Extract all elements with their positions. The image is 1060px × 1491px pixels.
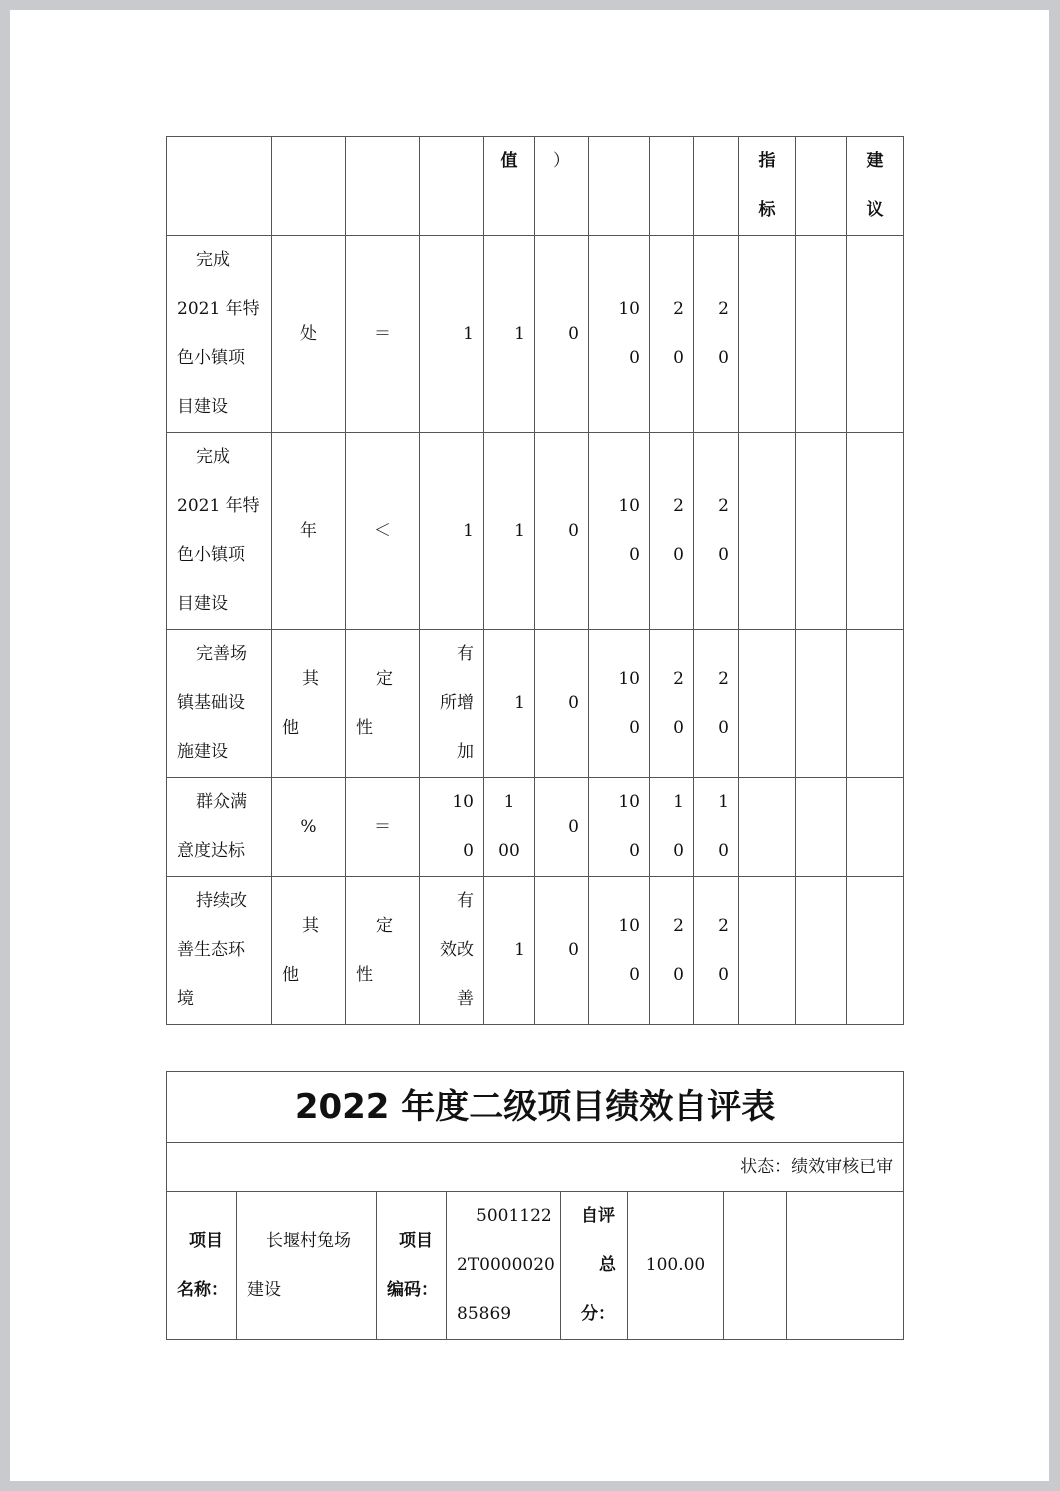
empty-cell — [847, 433, 904, 630]
indicator-name-cell: 群众满 意度达标 — [167, 778, 272, 877]
header-cell-paren: ） — [535, 137, 589, 236]
document-page — [10, 10, 1049, 1481]
target-value-cell: 1 — [420, 433, 484, 630]
empty-cell — [796, 778, 847, 877]
target-value-cell: 有 所增 加 — [420, 630, 484, 778]
table-row — [167, 778, 904, 877]
operator-cell: 定 性 — [346, 630, 420, 778]
table-row — [167, 433, 904, 630]
actual-value-cell: 1 — [484, 433, 535, 630]
indicator-name-cell: 完成 2021 年特 色小镇项 目建设 — [167, 433, 272, 630]
actual-value-cell: 1 — [484, 630, 535, 778]
operator-cell: ＜ — [346, 433, 420, 630]
target-value-cell: 有 效改 善 — [420, 877, 484, 1025]
weight-cell: 10 0 — [589, 778, 650, 877]
unit-cell: 其 他 — [272, 630, 346, 778]
unit-cell: 年 — [272, 433, 346, 630]
score-cell: 2 0 — [694, 236, 739, 433]
score-cell: 1 0 — [694, 778, 739, 877]
empty-cell — [796, 630, 847, 778]
indicator-name-cell: 持续改 善生态环 境 — [167, 877, 272, 1025]
weight-cell: 10 0 — [589, 630, 650, 778]
status-text: 状态：绩效审核已审 — [167, 1143, 904, 1192]
weight-cell: 10 0 — [589, 877, 650, 1025]
indicator-name-cell: 完善场 镇基础设 施建设 — [167, 630, 272, 778]
deviation-cell: 0 — [535, 877, 589, 1025]
target-value-cell: 1 — [420, 236, 484, 433]
indicator-name-cell: 完成 2021 年特 色小镇项 目建设 — [167, 236, 272, 433]
empty-cell — [739, 433, 796, 630]
unit-cell: % — [272, 778, 346, 877]
unit-cell: 其 他 — [272, 877, 346, 1025]
table-row — [167, 630, 904, 778]
table-header-row — [167, 137, 904, 236]
deviation-cell: 0 — [535, 433, 589, 630]
score-cell: 2 0 — [694, 433, 739, 630]
score-label: 自评 总 分： — [561, 1192, 628, 1340]
project-name-label: 项目 名称： — [167, 1192, 237, 1340]
deviation-cell: 0 — [535, 236, 589, 433]
empty-cell — [739, 630, 796, 778]
empty-cell — [847, 630, 904, 778]
project-info-row — [167, 1192, 904, 1340]
weight-cell: 10 0 — [589, 433, 650, 630]
score-cell: 2 0 — [650, 236, 694, 433]
score-cell: 2 0 — [650, 630, 694, 778]
empty-cell — [796, 877, 847, 1025]
empty-cell — [739, 778, 796, 877]
empty-cell — [739, 877, 796, 1025]
empty-cell — [739, 236, 796, 433]
table-row — [167, 236, 904, 433]
empty-cell — [847, 778, 904, 877]
actual-value-cell: 1 00 — [484, 778, 535, 877]
score-cell: 1 0 — [650, 778, 694, 877]
operator-cell: ＝ — [346, 778, 420, 877]
operator-cell: 定 性 — [346, 877, 420, 1025]
actual-value-cell: 1 — [484, 877, 535, 1025]
empty-cell — [787, 1192, 904, 1340]
deviation-cell: 0 — [535, 778, 589, 877]
empty-cell — [847, 236, 904, 433]
score-cell: 2 0 — [694, 630, 739, 778]
table-row — [167, 877, 904, 1025]
project-name-value: 长堰村兔场 建设 — [237, 1192, 377, 1340]
empty-cell — [724, 1192, 787, 1340]
operator-cell: ＝ — [346, 236, 420, 433]
indicator-table — [166, 136, 904, 1025]
indicator-rows — [167, 236, 904, 1025]
score-cell: 2 0 — [694, 877, 739, 1025]
score-cell: 2 0 — [650, 877, 694, 1025]
empty-cell — [847, 877, 904, 1025]
header-cell-value: 值 — [484, 137, 535, 236]
deviation-cell: 0 — [535, 630, 589, 778]
self-evaluation-form — [166, 1071, 904, 1340]
empty-cell — [796, 433, 847, 630]
score-value: 100.00 — [628, 1192, 724, 1340]
empty-cell — [796, 236, 847, 433]
target-value-cell: 10 0 — [420, 778, 484, 877]
unit-cell: 处 — [272, 236, 346, 433]
project-code-label: 项目 编码： — [377, 1192, 447, 1340]
header-cell-suggestion: 建 议 — [847, 137, 904, 236]
form-title: 2022 年度二级项目绩效自评表 — [167, 1072, 904, 1143]
project-code-value: 5001122 2T0000020 85869 — [447, 1192, 561, 1340]
weight-cell: 10 0 — [589, 236, 650, 433]
header-cell-indicator: 指 标 — [739, 137, 796, 236]
score-cell: 2 0 — [650, 433, 694, 630]
actual-value-cell: 1 — [484, 236, 535, 433]
